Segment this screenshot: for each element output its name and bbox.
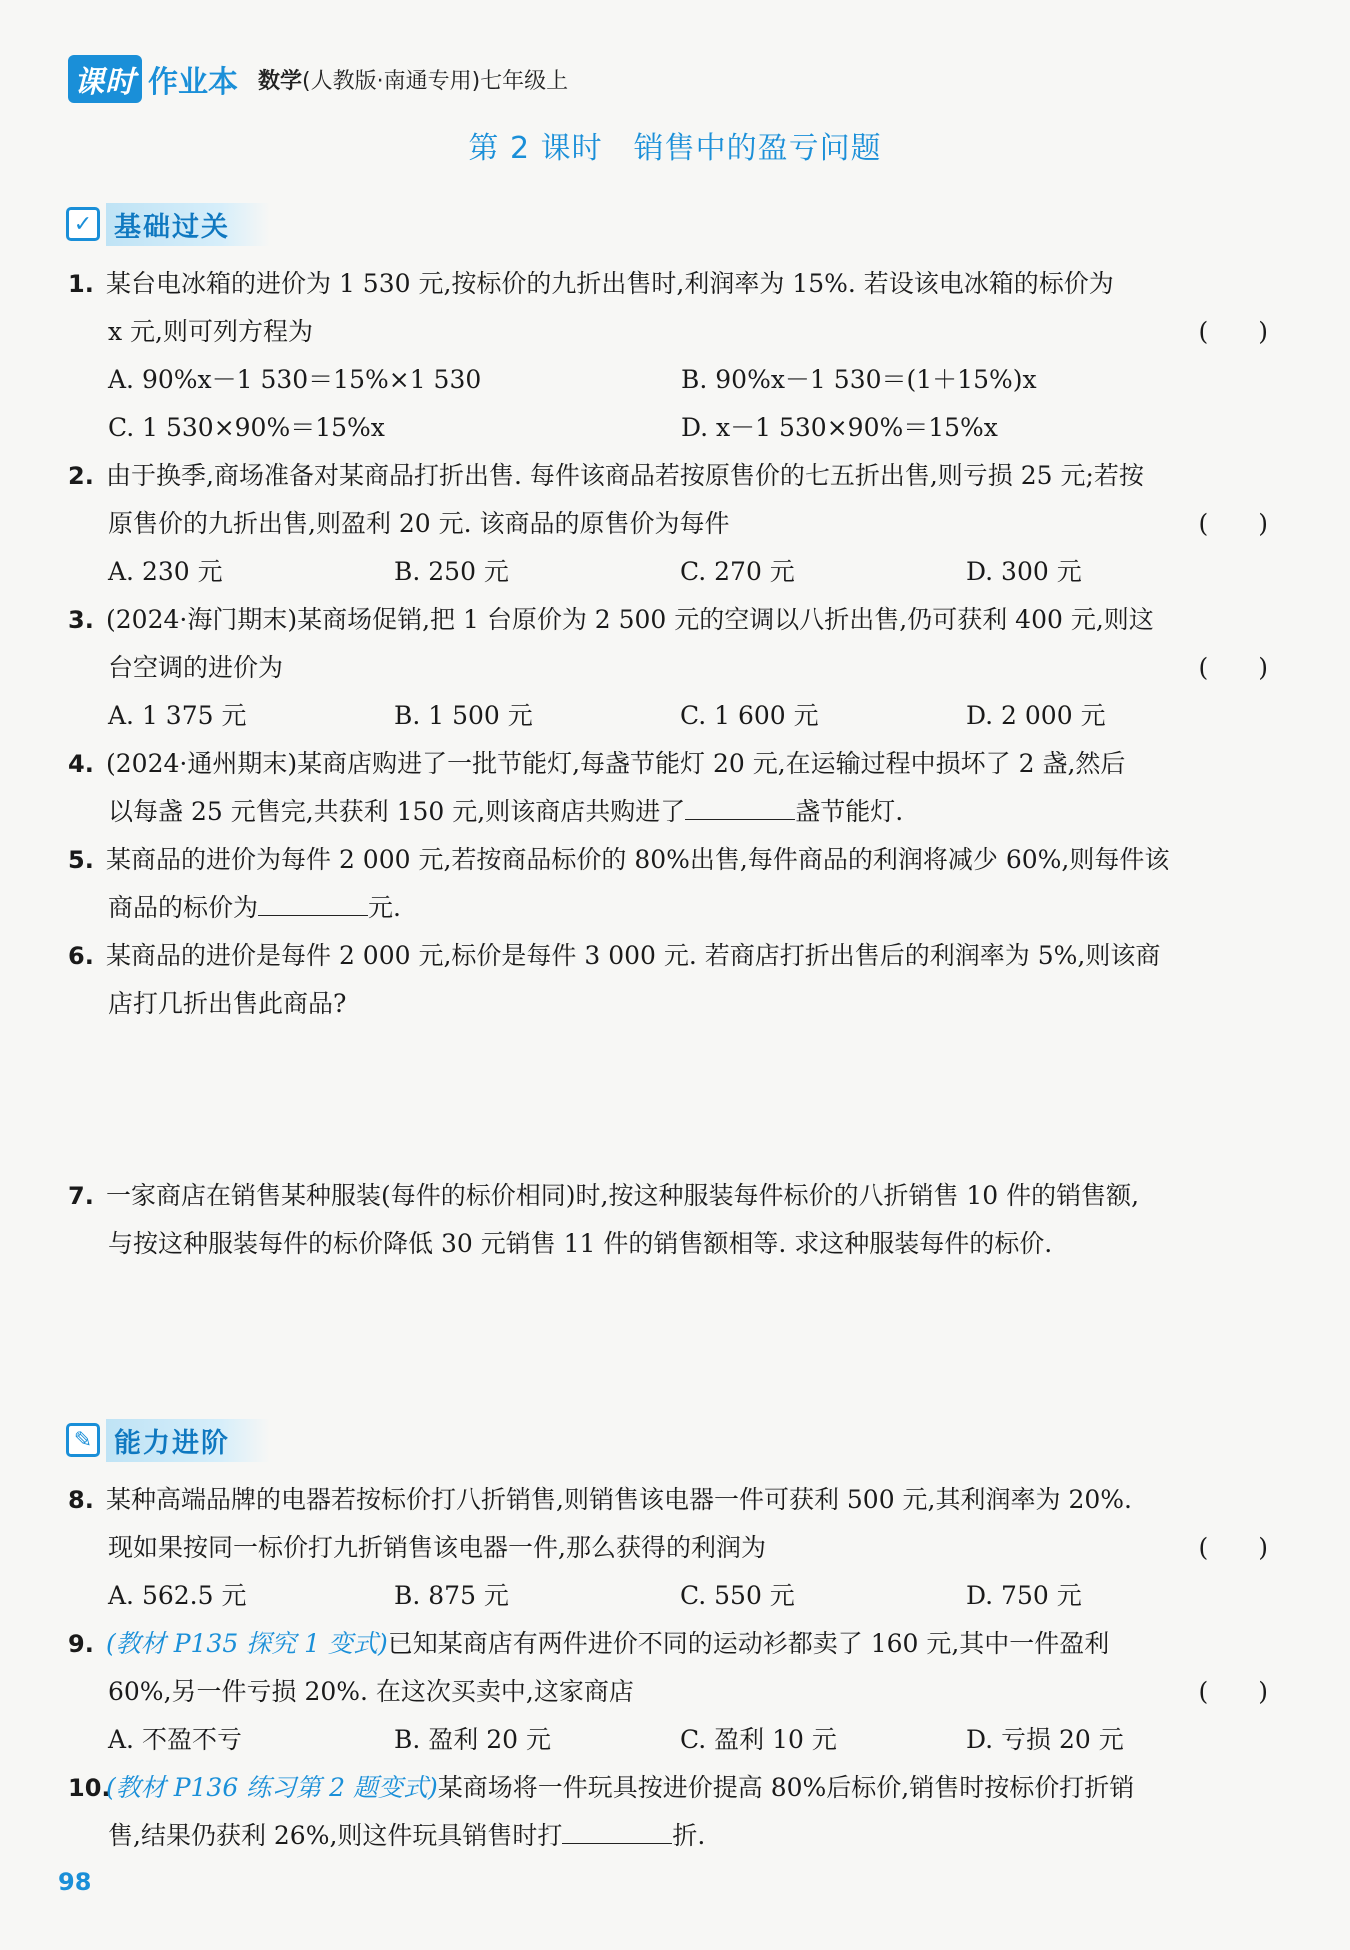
- question-text: 元.: [368, 893, 401, 922]
- question-text: x 元,则可列方程为: [108, 317, 313, 346]
- option-b: B. 90%x－1 530＝(1＋15%)x: [681, 365, 1037, 394]
- answer-paren: ( ): [1198, 1677, 1268, 1706]
- question-number: 1.: [68, 270, 94, 298]
- answer-blank[interactable]: [258, 885, 368, 916]
- brand-logo-suffix: 作业本: [148, 65, 238, 100]
- question-number: 10.: [68, 1774, 111, 1802]
- question-4: [68, 740, 1268, 836]
- subject-name: 数学: [258, 68, 303, 94]
- question-number: 9.: [68, 1630, 94, 1658]
- answer-paren: ( ): [1198, 509, 1268, 538]
- option-c: C. 盈利 10 元: [680, 1725, 837, 1754]
- question-7: [68, 1172, 1268, 1268]
- question-number: 5.: [68, 846, 94, 874]
- question-text: 盏节能灯.: [795, 797, 904, 826]
- answer-paren: ( ): [1198, 317, 1268, 346]
- question-text: 60%,另一件亏损 20%. 在这次买卖中,这家商店: [108, 1677, 634, 1706]
- option-d: D. 300 元: [966, 557, 1082, 586]
- section-advanced-label: 能力进阶: [106, 1419, 270, 1462]
- option-b: B. 盈利 20 元: [394, 1725, 551, 1754]
- question-1: [68, 260, 1268, 452]
- question-text: 与按这种服装每件的标价降低 30 元销售 11 件的销售额相等. 求这种服装每件的标价.: [108, 1229, 1053, 1258]
- pencil-icon: ✎: [66, 1423, 100, 1457]
- question-text: (2024·海门期末)某商场促销,把 1 台原价为 2 500 元的空调以八折出售,仍可获利 400 元,则这: [106, 605, 1154, 634]
- question-text: 现如果按同一标价打九折销售该电器一件,那么获得的利润为: [108, 1533, 766, 1562]
- option-c: C. 1 530×90%＝15%x: [108, 413, 385, 442]
- question-5: [68, 836, 1268, 932]
- lesson-title: 第 2 课时 销售中的盈亏问题: [468, 131, 882, 166]
- question-text: 折.: [672, 1821, 706, 1850]
- question-3: [68, 596, 1268, 740]
- question-number: 8.: [68, 1486, 94, 1514]
- option-b: B. 875 元: [394, 1581, 509, 1610]
- answer-paren: ( ): [1198, 1533, 1268, 1562]
- question-number: 6.: [68, 942, 94, 970]
- question-text: 由于换季,商场准备对某商品打折出售. 每件该商品若按原售价的七五折出售,则亏损 25 元;若按: [106, 461, 1144, 490]
- option-a: A. 90%x－1 530＝15%×1 530: [108, 365, 482, 394]
- option-d: D. 2 000 元: [966, 701, 1106, 730]
- option-b: B. 250 元: [394, 557, 509, 586]
- question-6: [68, 932, 1268, 1028]
- option-c: C. 1 600 元: [680, 701, 819, 730]
- question-text: 台空调的进价为: [108, 653, 284, 682]
- question-text: 某台电冰箱的进价为 1 530 元,按标价的九折出售时,利润率为 15%. 若设该电冰箱的标价为: [106, 269, 1114, 298]
- question-source: (教材 P135 探究 1 变式): [106, 1629, 388, 1658]
- option-a: A. 230 元: [108, 557, 223, 586]
- question-text: 商品的标价为: [108, 893, 259, 922]
- option-d: D. x－1 530×90%＝15%x: [681, 413, 998, 442]
- brand-logo: 课时: [68, 55, 142, 103]
- question-9: [68, 1620, 1268, 1764]
- edition-label: (人教版·南通专用)七年级上: [302, 68, 569, 94]
- question-number: 4.: [68, 750, 94, 778]
- question-text: 售,结果仍获利 26%,则这件玩具销售时打: [108, 1821, 563, 1850]
- question-number: 2.: [68, 462, 94, 490]
- question-8: [68, 1476, 1268, 1620]
- question-text: 已知某商店有两件进价不同的运动衫都卖了 160 元,其中一件盈利: [387, 1629, 1110, 1658]
- option-b: B. 1 500 元: [394, 701, 533, 730]
- question-text: 以每盏 25 元售完,共获利 150 元,则该商店共购进了: [108, 797, 686, 826]
- answer-blank[interactable]: [562, 1813, 672, 1844]
- question-text: 某商品的进价是每件 2 000 元,标价是每件 3 000 元. 若商店打折出售后的利润率为 5%,则该商: [106, 941, 1161, 970]
- question-text: 一家商店在销售某种服装(每件的标价相同)时,按这种服装每件标价的八折销售 10 件的销售额,: [106, 1181, 1140, 1210]
- answer-blank[interactable]: [685, 789, 795, 820]
- question-text: 原售价的九折出售,则盈利 20 元. 该商品的原售价为每件: [108, 509, 730, 538]
- question-source: (教材 P136 练习第 2 题变式): [106, 1773, 438, 1802]
- question-10: [68, 1764, 1268, 1860]
- question-text: 某种高端品牌的电器若按标价打八折销售,则销售该电器一件可获利 500 元,其利润率为 20%.: [106, 1485, 1132, 1514]
- option-c: C. 550 元: [680, 1581, 795, 1610]
- checkmark-icon: ✓: [66, 207, 100, 241]
- header-brand: [68, 58, 568, 100]
- option-c: C. 270 元: [680, 557, 795, 586]
- option-d: D. 亏损 20 元: [966, 1725, 1124, 1754]
- question-text: (2024·通州期末)某商店购进了一批节能灯,每盏节能灯 20 元,在运输过程中损坏了 2 盏,然后: [106, 749, 1126, 778]
- option-a: A. 1 375 元: [108, 701, 247, 730]
- option-a: A. 562.5 元: [108, 1581, 247, 1610]
- answer-paren: ( ): [1198, 653, 1268, 682]
- page-number: 98: [58, 1868, 92, 1896]
- question-2: [68, 452, 1268, 596]
- subject-label: [258, 64, 568, 95]
- question-text: 某商场将一件玩具按进价提高 80%后标价,销售时按标价打折销: [437, 1773, 1135, 1802]
- section-advanced: [66, 1420, 270, 1460]
- option-d: D. 750 元: [966, 1581, 1082, 1610]
- question-text: 店打几折出售此商品?: [108, 989, 347, 1018]
- question-text: 某商品的进价为每件 2 000 元,若按商品标价的 80%出售,每件商品的利润将减少 60%,则每件该: [106, 845, 1170, 874]
- option-a: A. 不盈不亏: [108, 1725, 242, 1754]
- question-number: 7.: [68, 1182, 94, 1210]
- section-basic-label: 基础过关: [106, 203, 270, 246]
- question-number: 3.: [68, 606, 94, 634]
- section-basic: [66, 204, 270, 244]
